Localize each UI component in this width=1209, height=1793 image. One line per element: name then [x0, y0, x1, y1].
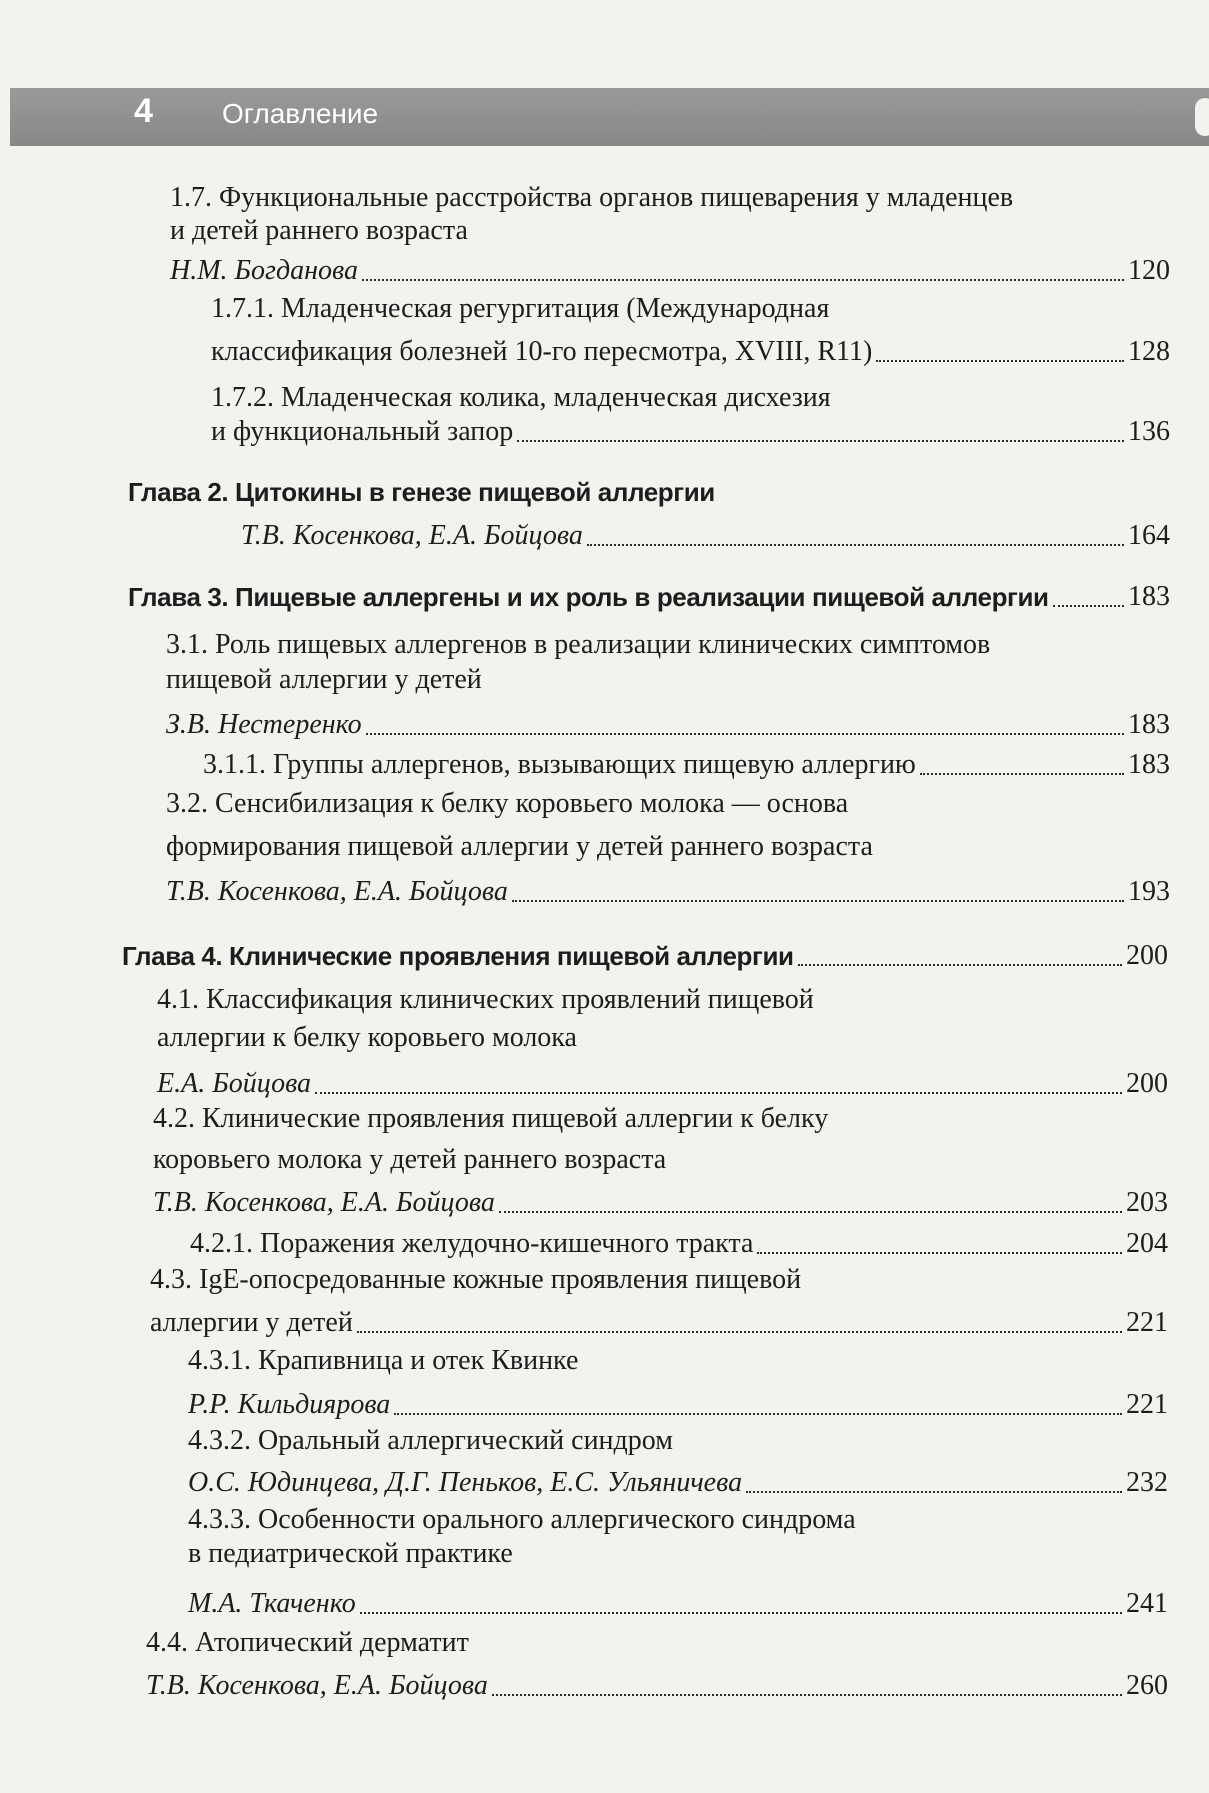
- leader-dots: [357, 1303, 1122, 1333]
- toc-page-number: 164: [1128, 520, 1170, 551]
- toc-section-1-7-line1: 1.7. Функциональные расстройства органов пищеварения у младенцев: [170, 182, 1014, 213]
- toc-entry-3-1-1[interactable]: [203, 745, 1170, 785]
- toc-section-1-7-2-line1: 1.7.2. Младенческая колика, младенческая дисхезия: [211, 382, 831, 413]
- toc-entry-3-2[interactable]: [166, 872, 1170, 912]
- toc-section-3-2-line1: 3.2. Сенсибилизация к белку коровьего молока — основа: [166, 788, 849, 819]
- toc-page-number: 183: [1128, 709, 1170, 740]
- leader-dots: [757, 1224, 1122, 1254]
- toc-entry-1-7[interactable]: [170, 251, 1170, 291]
- toc-entry-4-3-1[interactable]: [188, 1385, 1168, 1425]
- toc-page-number: 193: [1128, 876, 1170, 907]
- toc-entry-4-1[interactable]: [157, 1064, 1168, 1104]
- toc-title: 3.1.1. Группы аллергенов, вызывающих пищевую аллергию: [203, 749, 916, 780]
- toc-page-number: 183: [1128, 749, 1170, 780]
- leader-dots: [876, 332, 1124, 362]
- toc-page-number: 120: [1128, 255, 1170, 286]
- toc-title: аллергии у детей: [150, 1307, 353, 1338]
- leader-dots: [499, 1183, 1122, 1213]
- toc-page-number: 203: [1126, 1187, 1168, 1218]
- toc-page-number: 200: [1126, 940, 1168, 971]
- toc-section-4-3-3-line1: 4.3.3. Особенности орального аллергического синдрома: [188, 1504, 856, 1535]
- toc-section-4-3-2-line1: 4.3.2. Оральный аллергический синдром: [188, 1425, 673, 1456]
- toc-section-4-2-line1: 4.2. Клинические проявления пищевой аллергии к белку: [153, 1103, 829, 1134]
- toc-chapter-2-title[interactable]: Глава 2. Цитокины в генезе пищевой аллергии: [128, 477, 715, 507]
- toc-entry-4-3-3[interactable]: [188, 1584, 1168, 1624]
- toc-author: М.А. Ткаченко: [188, 1588, 356, 1619]
- toc-section-4-3-1-line1: 4.3.1. Крапивница и отек Квинке: [188, 1345, 579, 1376]
- leader-dots: [360, 1584, 1122, 1614]
- leader-dots: [394, 1385, 1122, 1415]
- toc-author: Т.В. Косенкова, Е.А. Бойцова: [153, 1187, 495, 1218]
- toc-section-4-2-line2: коровьего молока у детей раннего возраста: [153, 1144, 667, 1175]
- toc-author: З.В. Нестеренко: [166, 709, 362, 740]
- toc-section-4-1-line1: 4.1. Классификация клинических проявлений пищевой: [157, 984, 814, 1015]
- toc-author: Т.В. Косенкова, Е.А. Бойцова: [241, 520, 583, 551]
- leader-dots: [517, 412, 1124, 442]
- toc-section-3-1-line1: 3.1. Роль пищевых аллергенов в реализации клинических симптомов: [166, 629, 991, 660]
- toc-page-number: 200: [1126, 1068, 1168, 1099]
- toc-section-4-1-line2: аллергии к белку коровьего молока: [157, 1022, 577, 1053]
- toc-page-number: 204: [1126, 1228, 1168, 1259]
- toc-entry-4-2-1[interactable]: [190, 1224, 1168, 1264]
- toc-page-number: 221: [1126, 1307, 1168, 1338]
- toc-section-1-7-1-line1: 1.7.1. Младенческая регургитация (Международная: [211, 293, 830, 324]
- toc-entry-4-3-2[interactable]: [188, 1463, 1168, 1503]
- toc-entry-1-7-2[interactable]: [211, 412, 1170, 452]
- toc-page-number: 128: [1128, 336, 1170, 367]
- leader-dots: [587, 516, 1124, 546]
- toc-title: классификация болезней 10-го пересмотра, XVIII, R11): [211, 336, 873, 367]
- leader-dots: [920, 745, 1124, 775]
- toc-author: О.С. Юдинцева, Д.Г. Пеньков, Е.С. Ульяничева: [188, 1467, 743, 1498]
- toc-entry-3-1[interactable]: [166, 705, 1170, 745]
- toc-page-number: 241: [1126, 1588, 1168, 1619]
- toc-section-3-2-line2: формирования пищевой аллергии у детей раннего возраста: [166, 831, 873, 862]
- toc-section-1-7-line2: и детей раннего возраста: [170, 215, 468, 246]
- leader-dots: [746, 1463, 1122, 1493]
- leader-dots: [315, 1064, 1122, 1094]
- toc-section-4-4-line1: 4.4. Атопический дерматит: [146, 1627, 469, 1658]
- toc-entry-1-7-1[interactable]: [211, 332, 1170, 372]
- toc-author: Р.Р. Кильдиярова: [188, 1389, 391, 1420]
- toc-chapter-3-title: Глава 3. Пищевые аллергены и их роль в реализации пищевой аллергии: [128, 582, 1049, 612]
- page-number: 4: [134, 92, 153, 130]
- leader-dots: [798, 936, 1122, 966]
- toc-entry-4-3[interactable]: [150, 1303, 1168, 1343]
- toc-section-4-3-line1: 4.3. IgE-опосредованные кожные проявления пищевой: [150, 1264, 802, 1295]
- toc-entry-4-2[interactable]: [153, 1183, 1168, 1223]
- toc-author: Е.А. Бойцова: [157, 1068, 312, 1099]
- toc-entry-chapter-4[interactable]: [122, 936, 1168, 976]
- toc-entry-chapter-2[interactable]: [241, 516, 1170, 556]
- toc-page-number: 221: [1126, 1389, 1168, 1420]
- toc-section-3-1-line2: пищевой аллергии у детей: [166, 664, 482, 695]
- toc-author: Т.В. Косенкова, Е.А. Бойцова: [166, 876, 508, 907]
- leader-dots: [512, 872, 1124, 902]
- toc-author: Н.М. Богданова: [170, 255, 359, 286]
- toc-page-number: 232: [1126, 1467, 1168, 1498]
- header-title: Оглавление: [222, 98, 379, 129]
- toc-entry-4-4[interactable]: [146, 1666, 1168, 1706]
- toc-page-number: 260: [1126, 1670, 1168, 1701]
- toc-section-4-3-3-line2: в педиатрической практике: [188, 1538, 513, 1569]
- leader-dots: [1053, 577, 1124, 607]
- toc-page-number: 136: [1128, 416, 1170, 447]
- toc-title: и функциональный запор: [211, 416, 514, 447]
- page-header: [10, 88, 1209, 146]
- toc-title: 4.2.1. Поражения желудочно-кишечного тракта: [190, 1228, 754, 1259]
- leader-dots: [362, 251, 1124, 281]
- toc-chapter-4-title: Глава 4. Клинические проявления пищевой аллергии: [122, 941, 794, 971]
- leader-dots: [366, 705, 1124, 735]
- toc-page-number: 183: [1128, 581, 1170, 612]
- toc-author: Т.В. Косенкова, Е.А. Бойцова: [146, 1670, 488, 1701]
- toc-entry-chapter-3[interactable]: [128, 577, 1170, 617]
- leader-dots: [492, 1666, 1122, 1696]
- header-tab-marker: [1195, 98, 1209, 136]
